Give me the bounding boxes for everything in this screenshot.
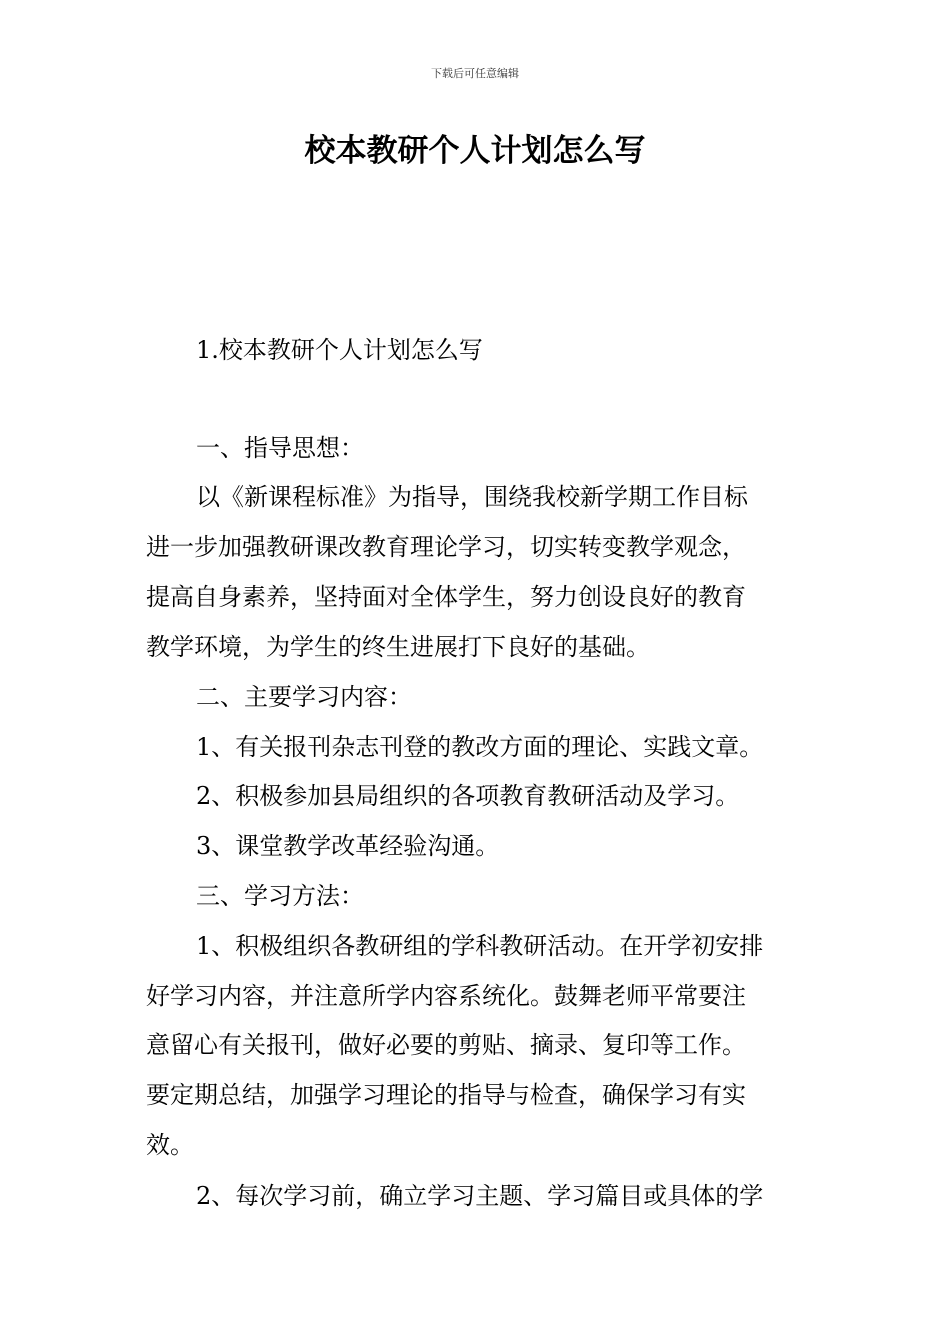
paragraph-line: 2、每次学习前，确立学习主题、学习篇目或具体的学 [196, 1182, 764, 1210]
list-item: 2、积极参加县局组织的各项教育教研活动及学习。 [196, 782, 740, 810]
header-note: 下载后可任意编辑 [431, 67, 519, 80]
section-heading-study-method: 三、学习方法： [196, 882, 364, 910]
paragraph-line: 以《新课程标准》为指导，围绕我校新学期工作目标 [196, 483, 748, 511]
list-item: 3、课堂教学改革经验沟通。 [196, 832, 500, 860]
paragraph-line: 要定期总结，加强学习理论的指导与检查，确保学习有实 [146, 1081, 746, 1109]
section-heading-numbered: 1.校本教研个人计划怎么写 [196, 336, 483, 364]
paragraph-line: 提高自身素养，坚持面对全体学生，努力创设良好的教育 [146, 583, 746, 611]
paragraph-line: 好学习内容，并注意所学内容系统化。鼓舞老师平常要注 [146, 982, 746, 1010]
section-heading-guiding-thought: 一、指导思想： [196, 434, 364, 462]
paragraph-line: 1、积极组织各教研组的学科教研活动。在开学初安排 [196, 932, 764, 960]
paragraph-line: 进一步加强教研课改教育理论学习，切实转变教学观念， [146, 533, 746, 561]
section-heading-study-content: 二、主要学习内容： [196, 683, 412, 711]
list-item: 1、有关报刊杂志刊登的教改方面的理论、实践文章。 [196, 733, 764, 761]
paragraph-line: 意留心有关报刊，做好必要的剪贴、摘录、复印等工作。 [146, 1031, 746, 1059]
document-title: 校本教研个人计划怎么写 [304, 133, 646, 169]
paragraph-line: 效。 [146, 1131, 194, 1159]
paragraph-line: 教学环境，为学生的终生进展打下良好的基础。 [146, 633, 650, 661]
